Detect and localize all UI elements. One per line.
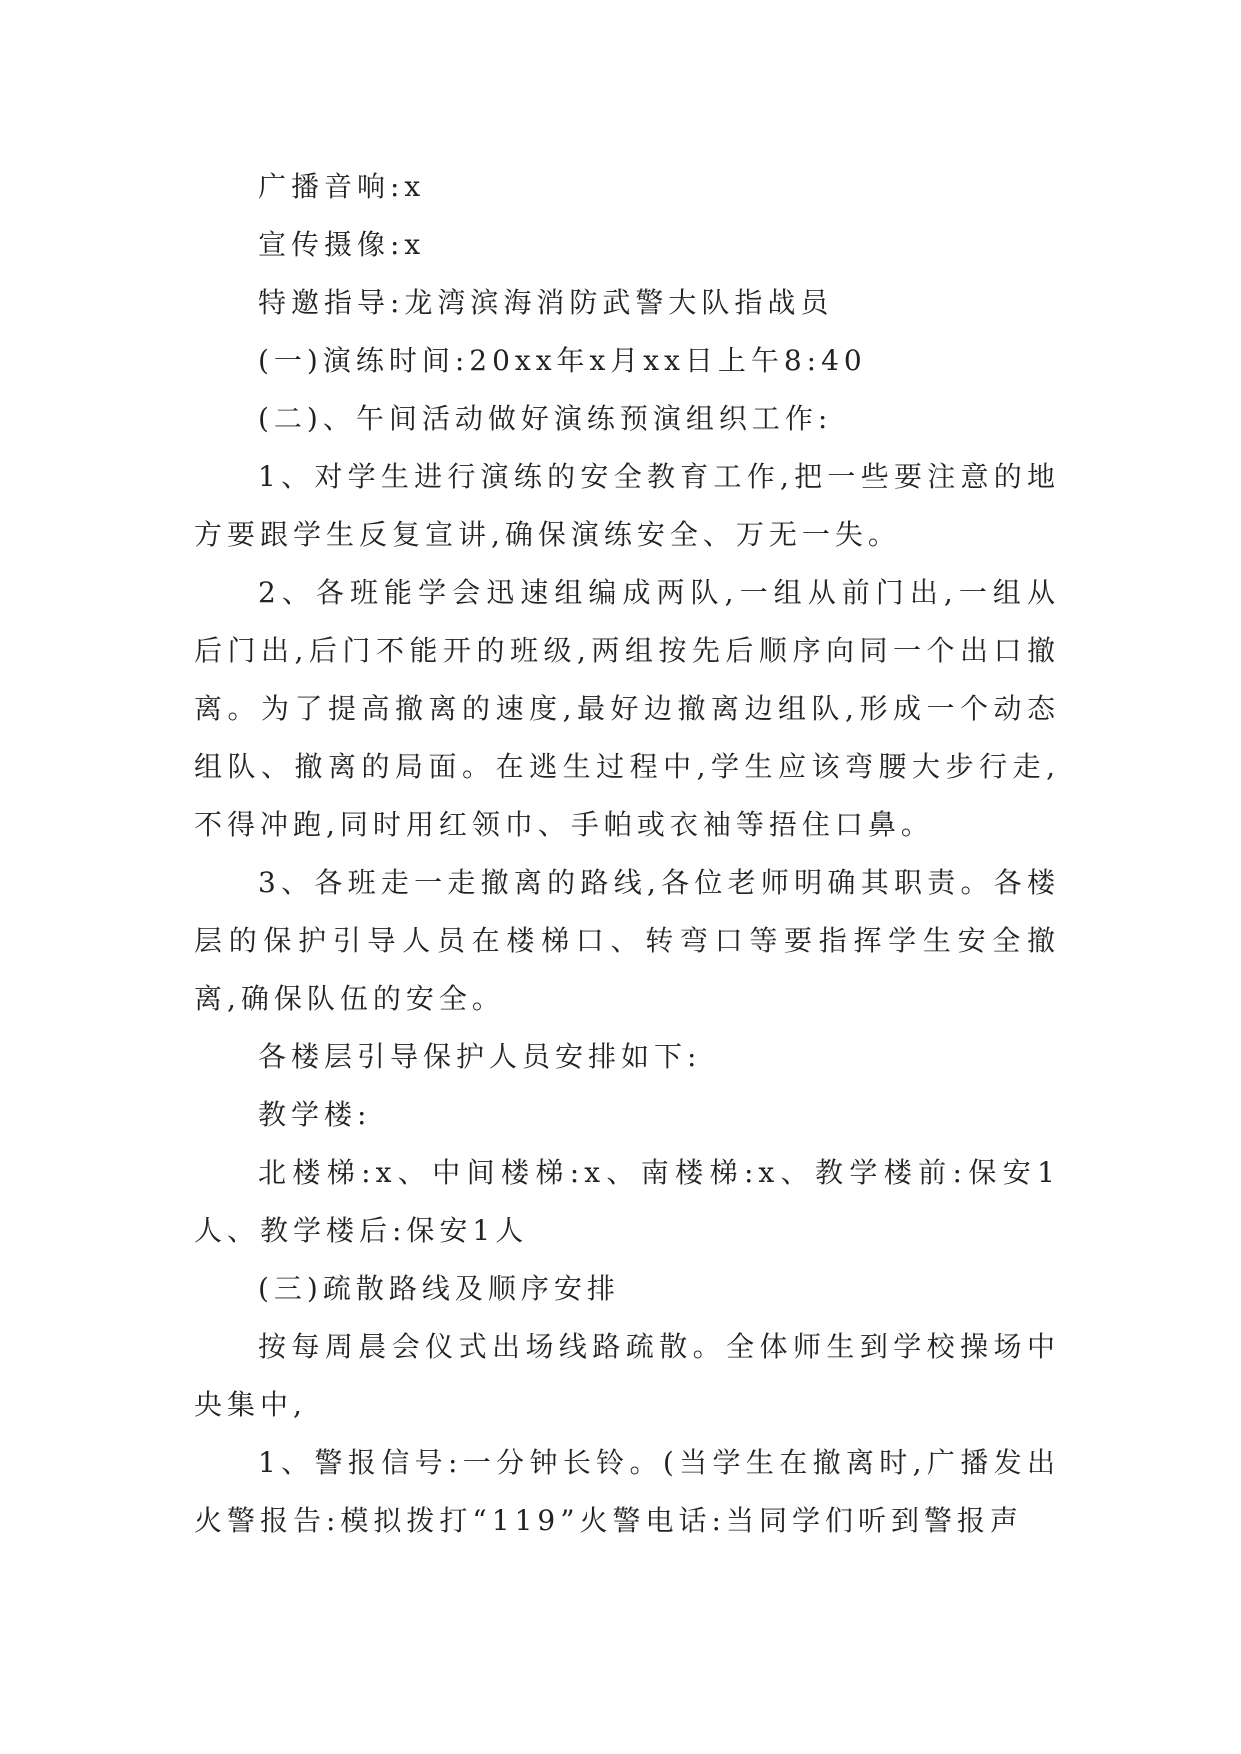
paragraph-evacuation-route-heading: (三)疏散路线及顺序安排 <box>258 1272 620 1305</box>
paragraph-guidance: 特邀指导:龙湾滨海消防武警大队指战员 <box>258 286 834 319</box>
paragraph-noon-prep: (二)、午间活动做好演练预演组织工作: <box>258 402 833 435</box>
paragraph-route-check: 3、各班走一走撤离的路线,各位老师明确其职责。各楼层的保护引导人员在楼梯口、转弯口等要指挥学生安全撤离,确保队伍的安全。 <box>194 866 1060 1015</box>
paragraph-floor-guides: 各楼层引导保护人员安排如下: <box>258 1040 702 1073</box>
paragraph-alarm-signal: 1、警报信号:一分钟长铃。(当学生在撤离时,广播发出火警报告:模拟拨打“119”火警电话:当同学们听到警报声 <box>194 1446 1060 1537</box>
document-body <box>194 158 1060 1550</box>
paragraph-assembly: 按每周晨会仪式出场线路疏散。全体师生到学校操场中央集中, <box>194 1330 1060 1421</box>
paragraph-teaching-building: 教学楼: <box>258 1098 372 1131</box>
paragraph-grouping: 2、各班能学会迅速组编成两队,一组从前门出,一组从后门出,后门不能开的班级,两组按先后顺序向同一个出口撤离。为了提高撤离的速度,最好边撤离边组队,形成一个动态组队、撤离的局面。在逃生过程中,学生应该弯腰大步行走,不得冲跑,同时用红领巾、手帕或衣袖等捂住口鼻。 <box>194 576 1060 841</box>
paragraph-camera: 宣传摄像:x <box>258 228 426 261</box>
paragraph-drill-time: (一)演练时间:20xx年x月xx日上午8:40 <box>258 344 867 377</box>
paragraph-audio: 广播音响:x <box>258 170 426 203</box>
paragraph-safety-education: 1、对学生进行演练的安全教育工作,把一些要注意的地方要跟学生反复宣讲,确保演练安全、万无一失。 <box>194 460 1060 551</box>
paragraph-stair-assignments: 北楼梯:x、中间楼梯:x、南楼梯:x、教学楼前:保安1人、教学楼后:保安1人 <box>194 1156 1060 1247</box>
